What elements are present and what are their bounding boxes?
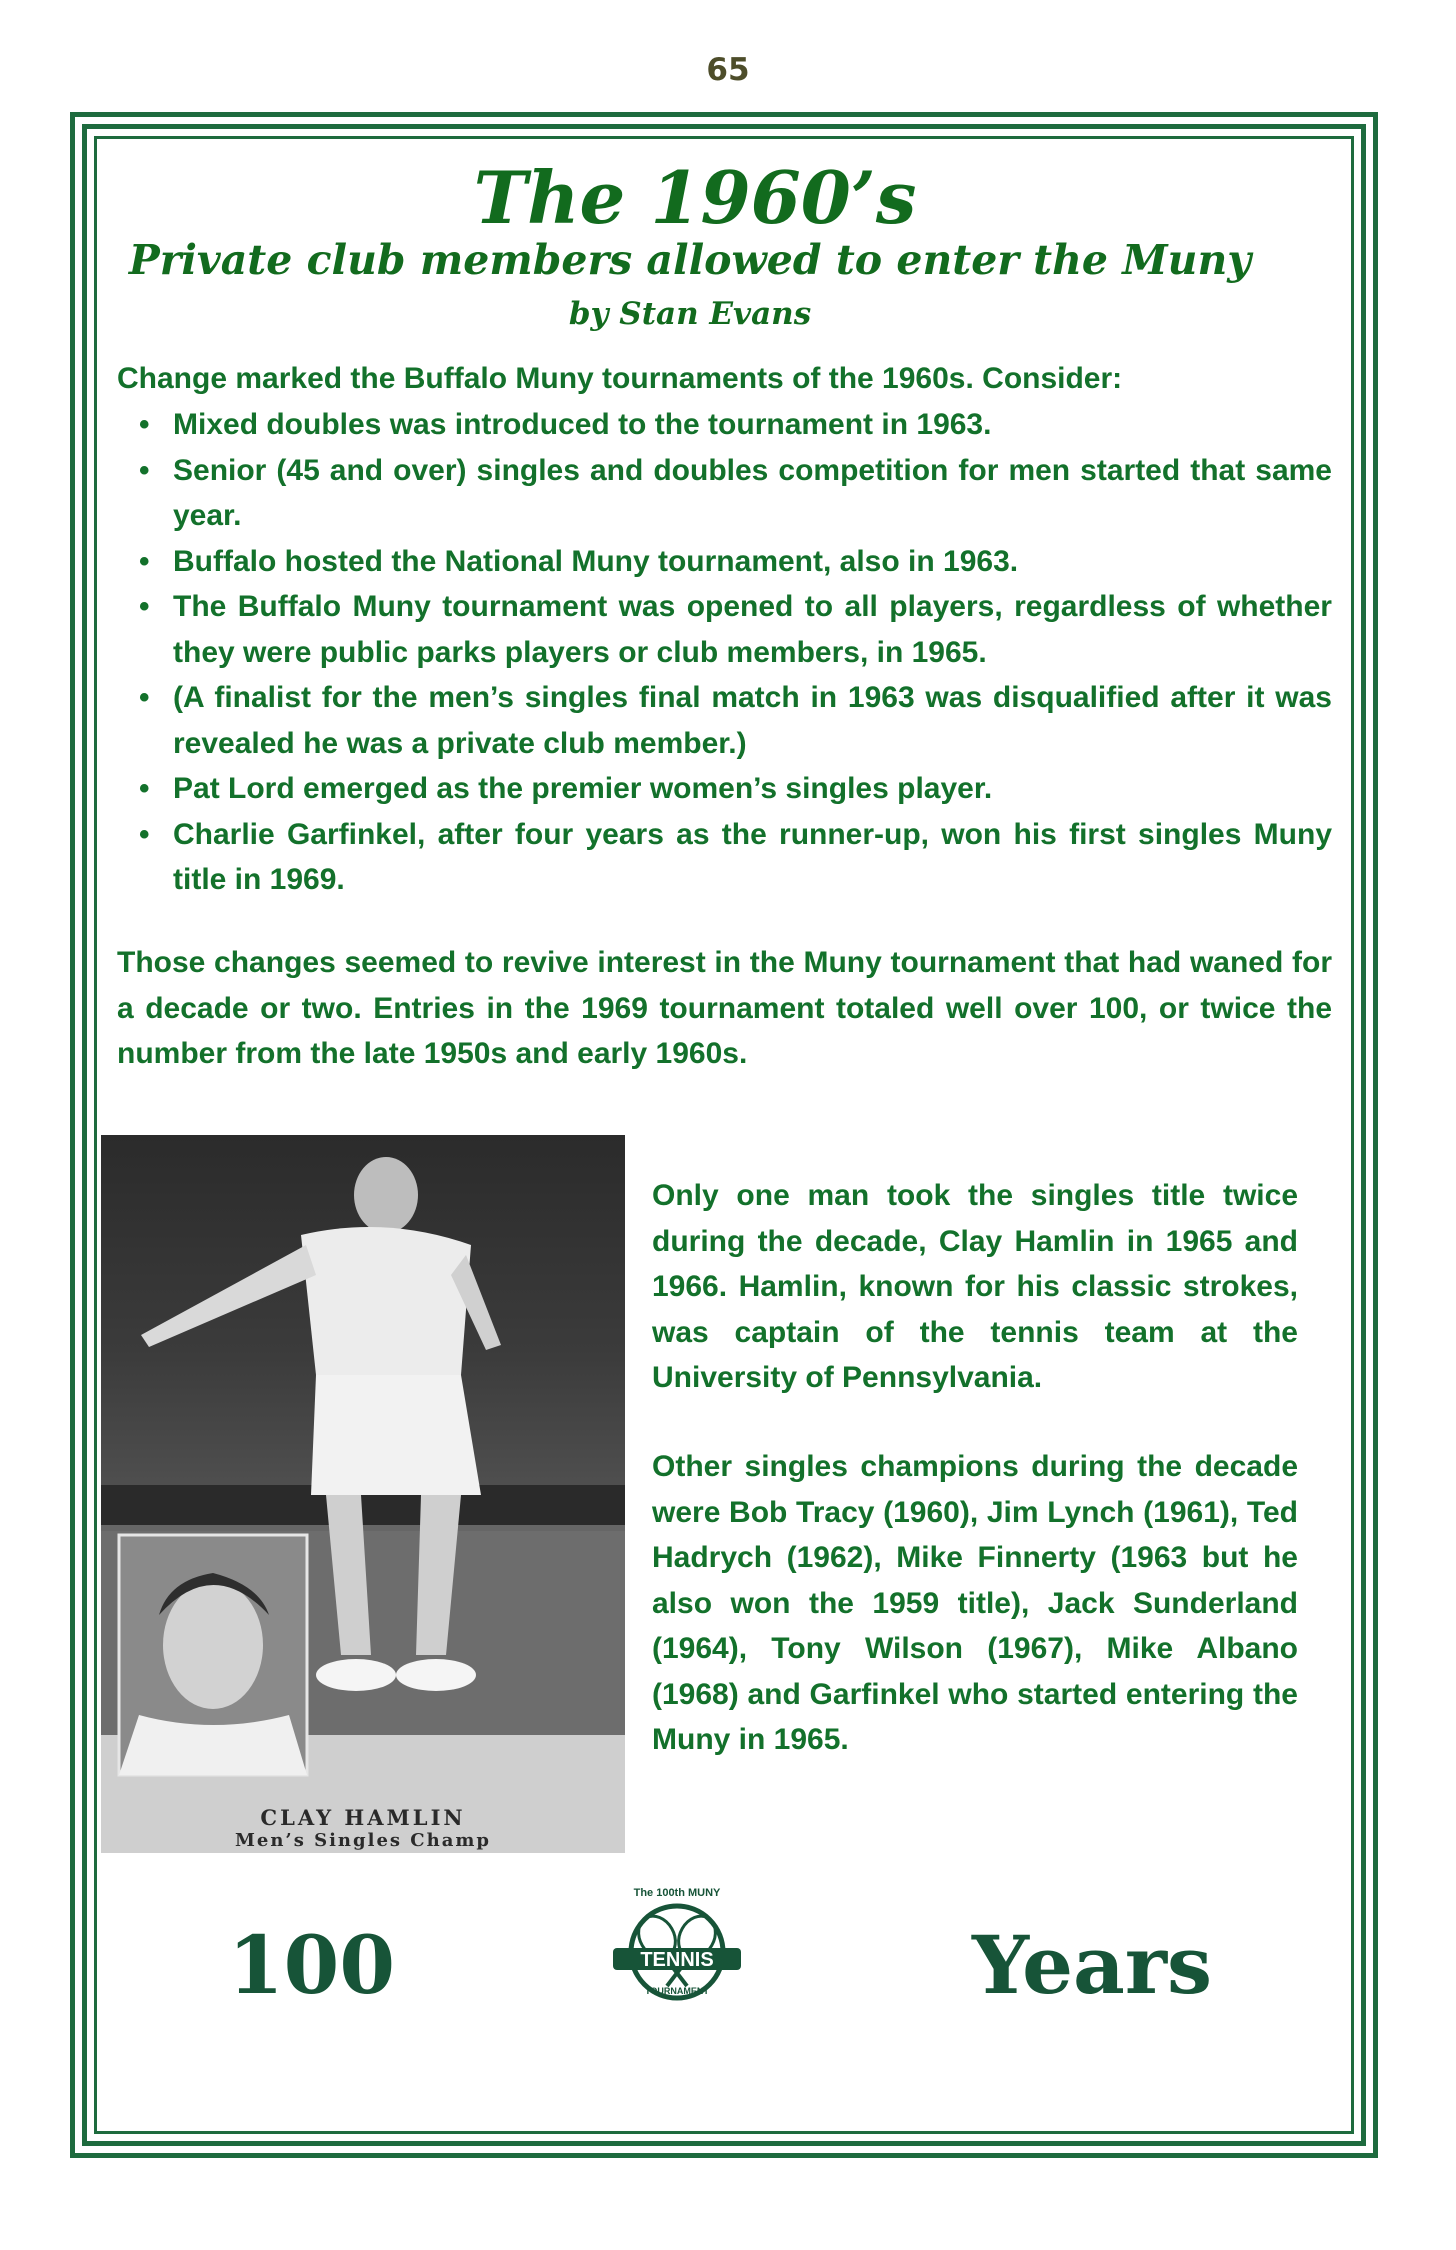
bullet-icon: • xyxy=(139,817,150,851)
list-item xyxy=(117,539,1332,585)
photo-caption-name: CLAY HAMLIN xyxy=(260,1805,466,1830)
byline: by Stan Evans xyxy=(568,296,812,332)
list-item-text: Pat Lord emerged as the premier women’s singles player. xyxy=(173,772,993,805)
list-item-text: Buffalo hosted the National Muny tournament, also in 1963. xyxy=(173,544,1019,578)
page-title: The 1960’s xyxy=(473,155,917,240)
list-item-text: The Buffalo Muny tournament was opened to all players, regardless of whether they were public parks players or club members, in 1965. xyxy=(173,590,1332,669)
bullet-icon: • xyxy=(139,408,150,441)
list-item-text: Charlie Garfinkel, after four years as the runner-up, won his first singles Muny title in 1969. xyxy=(173,817,1332,896)
intro-text: Change marked the Buffalo Muny tournaments of the 1960s. Consider: xyxy=(117,362,1123,395)
tennis-player-illustration xyxy=(101,1135,625,1853)
bullet-icon: • xyxy=(139,453,150,487)
list-item xyxy=(117,812,1332,903)
bullet-icon: • xyxy=(139,544,150,578)
list-item xyxy=(117,766,1332,812)
summary-paragraph: Those changes seemed to revive interest in the Muny tournament that had waned for a decade or two. Entries in the 1969 tournament totaled well over 100, or twice the number from the late 1950s and early 1960s. xyxy=(117,946,1332,1070)
champions-paragraph: Other singles champions during the decade were Bob Tracy (1960), Jim Lynch (1961), Ted Hadrych (1962), Mike Finnerty (1963 but he also won the 1959 title), Jack Sunderland (1964), Tony Wilson (1967), Mike Albano (1968) and Garfinkel who started entering the Muny in 1965. xyxy=(652,1450,1298,1756)
list-item xyxy=(117,675,1332,766)
list-item-text: (A finalist for the men’s singles final match in 1963 was disqualified after it was revealed he was a private club member.) xyxy=(173,681,1332,760)
page-number: 65 xyxy=(706,52,750,88)
logo-main-text: TENNIS xyxy=(640,1949,714,1971)
bullet-icon: • xyxy=(139,772,150,805)
page-subtitle: Private club members allowed to enter the Muny xyxy=(128,236,1252,284)
bullet-icon: • xyxy=(139,681,150,714)
list-item-text: Senior (45 and over) singles and doubles competition for men started that same year. xyxy=(173,453,1332,532)
newspaper-photo xyxy=(101,1135,625,1853)
list-item xyxy=(117,448,1332,539)
footer-years: Years xyxy=(972,1918,1213,2012)
footer-100: 100 xyxy=(228,1918,395,2012)
photo-caption-title: Men’s Singles Champ xyxy=(234,1830,492,1851)
list-item-text: Mixed doubles was introduced to the tournament in 1963. xyxy=(173,408,992,441)
bullet-list xyxy=(117,402,1332,903)
hamlin-paragraph: Only one man took the singles title twice during the decade, Clay Hamlin in 1965 and 1966. Hamlin, known for his classic strokes, was captain of the tennis team at the University of Pennsylvania. xyxy=(652,1179,1298,1394)
list-item xyxy=(117,584,1332,675)
bullet-icon: • xyxy=(139,590,150,623)
logo-top-text: The 100th MUNY xyxy=(633,1887,721,1899)
logo-bottom-text: TOURNAMENT xyxy=(645,1986,709,1996)
list-item xyxy=(117,402,1332,448)
tournament-logo xyxy=(607,1882,747,2008)
